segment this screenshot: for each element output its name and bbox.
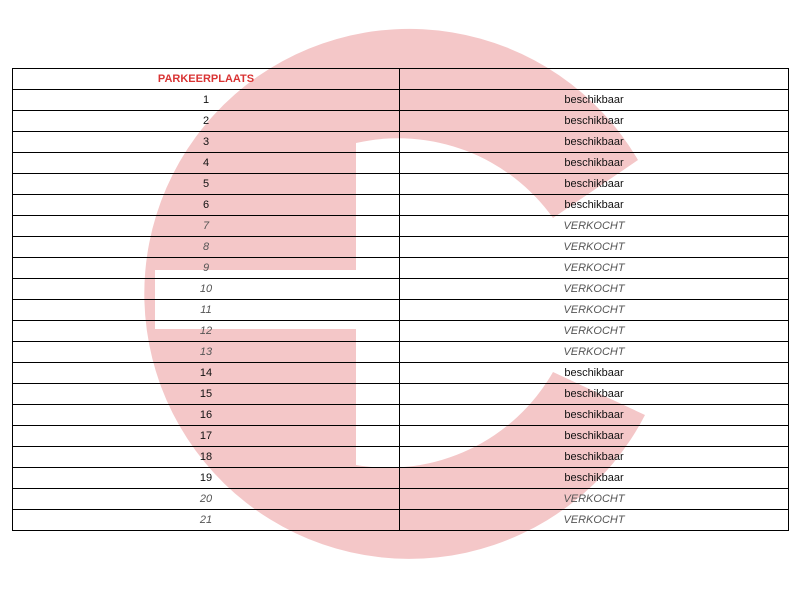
parking-spot-status: VERKOCHT [400,489,789,510]
table-row [13,426,789,447]
parking-spot-number: 20 [13,489,400,510]
table-row [13,258,789,279]
parking-spot-number: 12 [13,321,400,342]
table-row [13,300,789,321]
parking-spot-number: 17 [13,426,400,447]
table-row [13,195,789,216]
parking-spot-number: 1 [13,90,400,111]
table-row [13,405,789,426]
parking-spot-status: beschikbaar [400,405,789,426]
parking-spot-status: beschikbaar [400,447,789,468]
parking-spot-number: 14 [13,363,400,384]
table-row [13,363,789,384]
table-body [13,90,789,531]
header-status [400,69,789,90]
parking-spot-status: beschikbaar [400,426,789,447]
parking-spot-status: beschikbaar [400,90,789,111]
parking-spot-status: VERKOCHT [400,279,789,300]
parking-spot-status: beschikbaar [400,468,789,489]
parking-spot-number: 8 [13,237,400,258]
parking-spot-number: 15 [13,384,400,405]
parking-spot-status: VERKOCHT [400,342,789,363]
table-row [13,279,789,300]
parking-spot-number: 2 [13,111,400,132]
parking-spot-number: 11 [13,300,400,321]
parking-spot-number: 4 [13,153,400,174]
parking-spot-number: 10 [13,279,400,300]
parking-spot-status: beschikbaar [400,111,789,132]
table-row [13,153,789,174]
parking-spot-status: VERKOCHT [400,300,789,321]
parking-spot-status: beschikbaar [400,174,789,195]
parking-spot-status: VERKOCHT [400,258,789,279]
table-row [13,90,789,111]
table-row [13,447,789,468]
parking-spot-number: 19 [13,468,400,489]
table-header-row [13,69,789,90]
parking-spot-number: 3 [13,132,400,153]
table-row [13,468,789,489]
parking-spot-number: 7 [13,216,400,237]
parking-spot-status: VERKOCHT [400,216,789,237]
table-row [13,489,789,510]
parking-spot-number: 16 [13,405,400,426]
parking-spot-status: beschikbaar [400,384,789,405]
table-row [13,174,789,195]
table-row [13,321,789,342]
parking-spot-status: VERKOCHT [400,237,789,258]
table-row [13,111,789,132]
parking-spot-number: 9 [13,258,400,279]
table-row [13,342,789,363]
parking-spot-status: VERKOCHT [400,510,789,531]
parking-spot-status: VERKOCHT [400,321,789,342]
parking-spot-status: beschikbaar [400,132,789,153]
parking-spot-number: 21 [13,510,400,531]
table-row [13,237,789,258]
parking-spot-status: beschikbaar [400,195,789,216]
table-row [13,510,789,531]
table-row [13,132,789,153]
parking-spot-number: 6 [13,195,400,216]
parking-table [12,68,789,531]
header-parkeerplaats: PARKEERPLAATS [13,69,400,90]
parking-spot-status: beschikbaar [400,363,789,384]
parking-spot-number: 5 [13,174,400,195]
table-row [13,384,789,405]
parking-spot-number: 18 [13,447,400,468]
table-row [13,216,789,237]
parking-spot-number: 13 [13,342,400,363]
parking-spot-status: beschikbaar [400,153,789,174]
